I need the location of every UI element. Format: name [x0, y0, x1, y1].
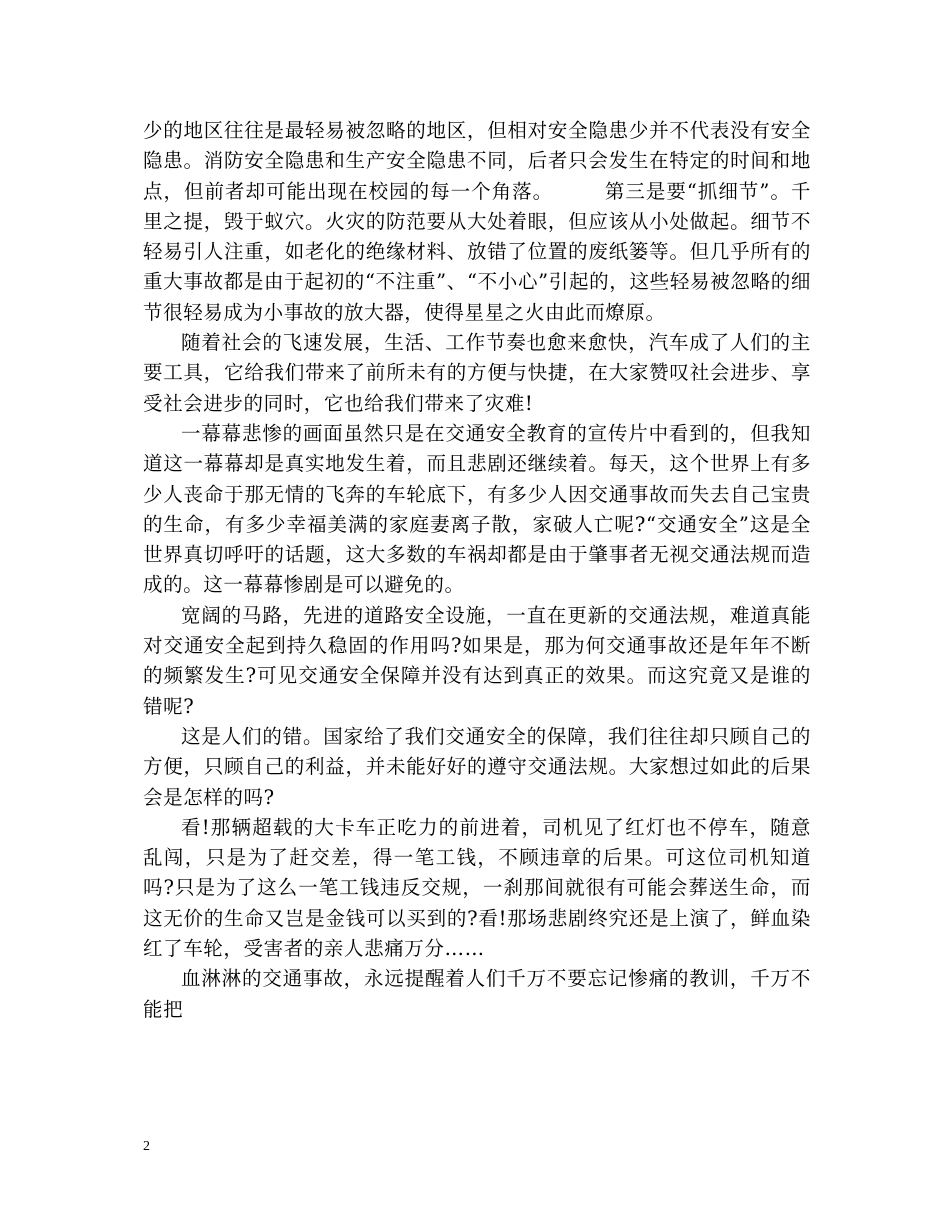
- paragraph-4: 宽阔的马路，先进的道路安全设施，一直在更新的交通法规，难道真能对交通安全起到持久稳固的作用吗?如果是，那为何交通事故还是年年不断的频繁发生?可见交通安全保障并没有达到真正的效果。而这究竟又是谁的错呢?: [143, 603, 811, 718]
- page-number: 2: [143, 1139, 150, 1154]
- paragraph-7: 血淋淋的交通事故，永远提醒着人们千万不要忘记惨痛的教训，千万不能把: [143, 967, 811, 1021]
- paragraph-5: 这是人们的错。国家给了我们交通安全的保障，我们往往却只顾自己的方便，只顾自己的利益，并未能好好的遵守交通法规。大家想过如此的后果会是怎样的吗?: [143, 724, 811, 809]
- document-body: [143, 116, 811, 1025]
- paragraph-1: 少的地区往往是最轻易被忽略的地区，但相对安全隐患少并不代表没有安全隐患。消防安全隐患和生产安全隐患不同，后者只会发生在特定的时间和地点，但前者却可能出现在校园的每一个角落。 第三是要“抓细节”。千里之提，毁于蚁穴。火灾的防范要从大处着眼，但应该从小处做起。细节不轻易引人注重，如老化的绝缘材料、放错了位置的废纸篓等。但几乎所有的重大事故都是由于起初的“不注重”、“不小心”引起的，这些轻易被忽略的细节很轻易成为小事故的放大器，使得星星之火由此而燎原。: [143, 119, 811, 324]
- paragraph-6: 看!那辆超载的大卡车正吃力的前进着，司机见了红灯也不停车，随意乱闯，只是为了赶交差，得一笔工钱，不顾违章的后果。可这位司机知道吗?只是为了这么一笔工钱违反交规，一刹那间就很有可能会葬送生命，而这无价的生命又岂是金钱可以买到的?看!那场悲剧终究还是上演了，鲜血染红了车轮，受害者的亲人悲痛万分……: [143, 815, 811, 961]
- paragraph-2: 随着社会的飞速发展，生活、工作节奏也愈来愈快，汽车成了人们的主要工具，它给我们带来了前所未有的方便与快捷，在大家赞叹社会进步、享受社会进步的同时，它也给我们带来了灾难!: [143, 331, 811, 415]
- paragraph-3: 一幕幕悲惨的画面虽然只是在交通安全教育的宣传片中看到的，但我知道这一幕幕却是真实地发生着，而且悲剧还继续着。每天，这个世界上有多少人丧命于那无情的飞奔的车轮底下，有多少人因交通事故而失去自己宝贵的生命，有多少幸福美满的家庭妻离子散，家破人亡呢?“交通安全”这是全世界真切呼吁的话题，这大多数的车祸却都是由于肇事者无视交通法规而造成的。这一幕幕惨剧是可以避免的。: [143, 421, 811, 597]
